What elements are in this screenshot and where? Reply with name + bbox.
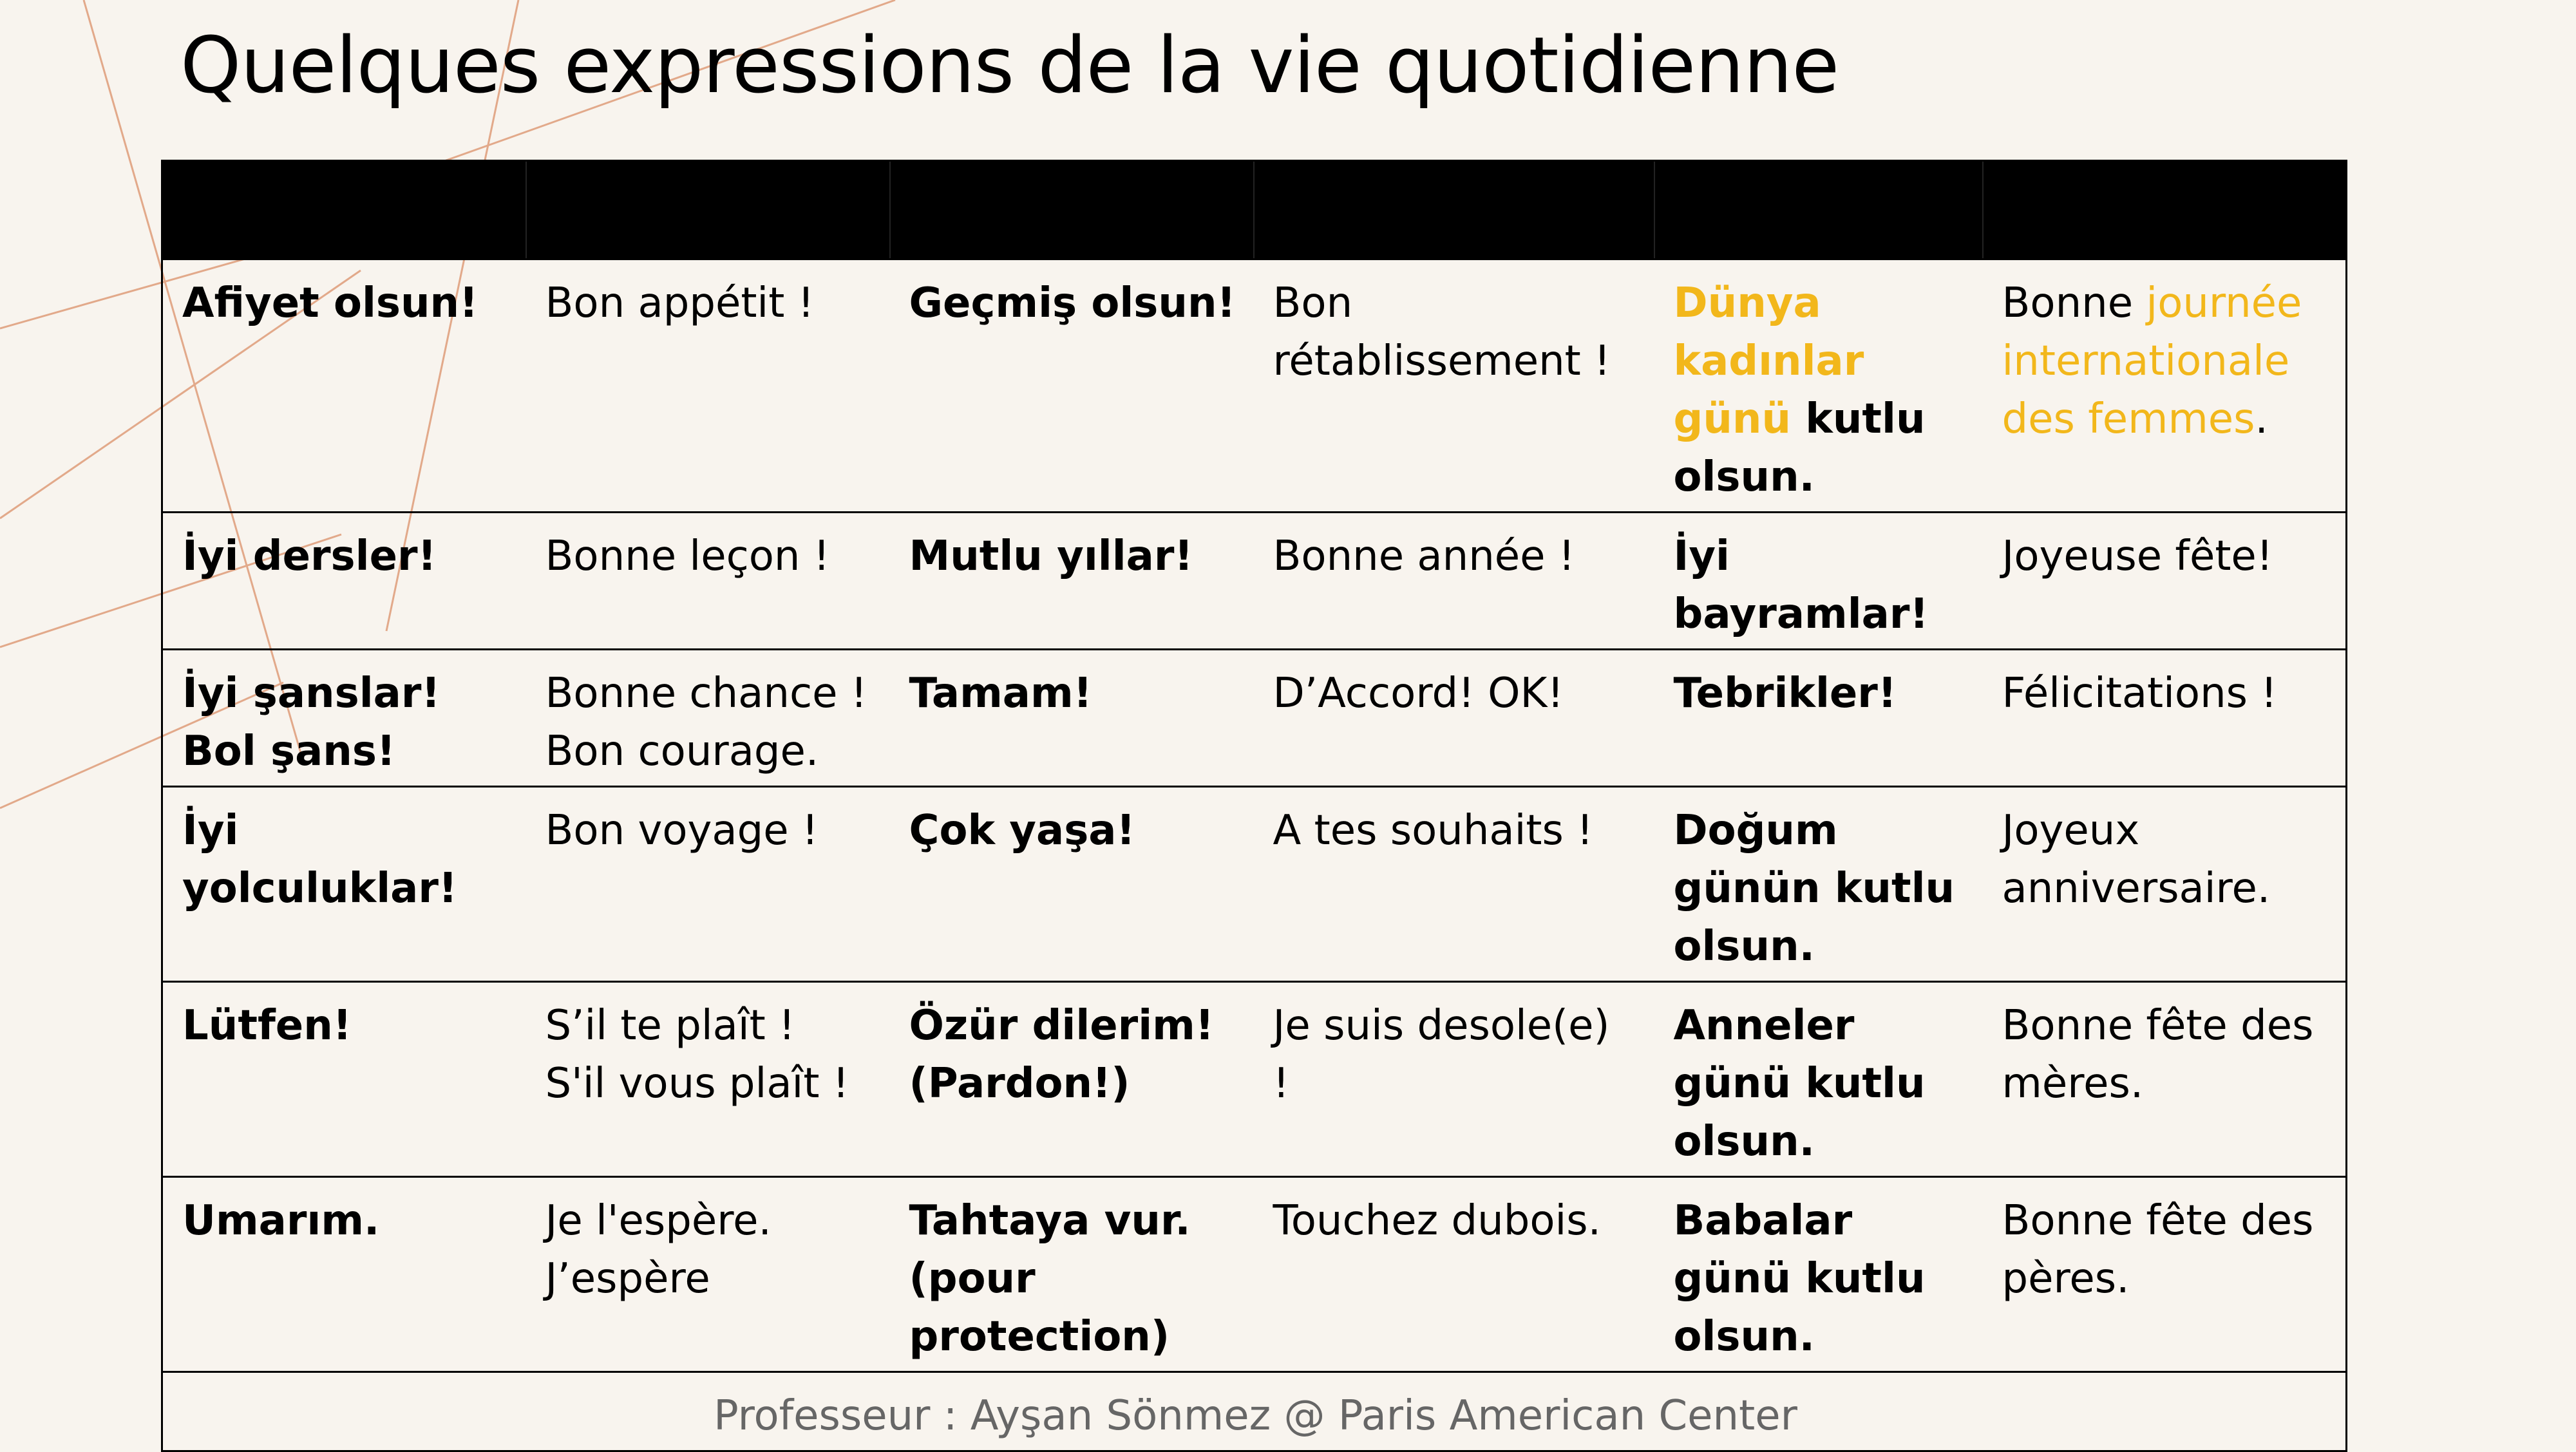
french-translation: Touchez dubois.: [1254, 1177, 1654, 1372]
turkish-expression: Lütfen!: [162, 982, 526, 1177]
french-translation: Bonne année !: [1254, 513, 1654, 650]
french-translation: Bonne fête des pères.: [1983, 1177, 2347, 1372]
page-title: Quelques expressions de la vie quotidienne: [180, 21, 1839, 111]
table-row: [162, 513, 2347, 650]
french-translation: Bon voyage !: [526, 787, 890, 982]
french-translation: Bon appétit !: [526, 259, 890, 513]
turkish-expression: [162, 650, 526, 787]
header-cell: [526, 161, 890, 259]
header-cell: [1254, 161, 1654, 259]
table-row: [162, 787, 2347, 982]
turkish-expression: [890, 982, 1254, 1177]
turkish-expression: [890, 1177, 1254, 1372]
footer-credit: Professeur : Ayşan Sönmez @ Paris American Center: [714, 1392, 1797, 1440]
plain-text: Bonne: [2002, 279, 2134, 327]
header-cell: [162, 161, 526, 259]
line: S’il te plaît !: [545, 1002, 795, 1050]
french-translation: [526, 982, 890, 1177]
turkish-expression: Mutlu yıllar!: [890, 513, 1254, 650]
plain-text: kutlu olsun.: [1673, 395, 1926, 501]
line: J’espère: [545, 1255, 710, 1303]
table-row: [162, 650, 2347, 787]
turkish-expression: Doğum günün kutlu olsun.: [1654, 787, 1983, 982]
line: Özür dilerim!: [909, 1002, 1215, 1050]
footer-cell: [162, 1372, 2347, 1451]
line: Bonne chance !: [545, 670, 867, 717]
french-translation: A tes souhaits !: [1254, 787, 1654, 982]
header-cell: [890, 161, 1254, 259]
expressions-table: [161, 160, 2347, 1452]
turkish-expression: Tamam!: [890, 650, 1254, 787]
french-translation: Joyeuse fête!: [1983, 513, 2347, 650]
turkish-expression: Babalar günü kutlu olsun.: [1654, 1177, 1983, 1372]
table-row: [162, 259, 2347, 513]
turkish-expression: [1654, 259, 1983, 513]
turkish-expression: Çok yaşa!: [890, 787, 1254, 982]
french-translation: [1983, 259, 2347, 513]
turkish-expression: İyi yolculuklar!: [162, 787, 526, 982]
table-header-row: [162, 161, 2347, 259]
french-translation: Bonne leçon !: [526, 513, 890, 650]
line: Je l'espère.: [545, 1197, 772, 1245]
turkish-expression: Geçmiş olsun!: [890, 259, 1254, 513]
french-translation: [526, 650, 890, 787]
header-cell: [1983, 161, 2347, 259]
french-translation: [526, 1177, 890, 1372]
french-translation: Bonne fête des mères.: [1983, 982, 2347, 1177]
french-translation: Je suis desole(e) !: [1254, 982, 1654, 1177]
turkish-expression: Umarım.: [162, 1177, 526, 1372]
plain-text: .: [2255, 395, 2268, 443]
turkish-expression: İyi dersler!: [162, 513, 526, 650]
line: (pour protection): [909, 1255, 1170, 1361]
line: (Pardon!): [909, 1060, 1130, 1108]
turkish-expression: Afiyet olsun!: [162, 259, 526, 513]
turkish-expression: İyi bayramlar!: [1654, 513, 1983, 650]
table-row: [162, 1177, 2347, 1372]
french-translation: Bon rétablissement !: [1254, 259, 1654, 513]
line: Tahtaya vur.: [909, 1197, 1191, 1245]
line: Bon courage.: [545, 728, 819, 775]
french-translation: Joyeux anniversaire.: [1983, 787, 2347, 982]
line: S'il vous plaît !: [545, 1060, 849, 1108]
highlighted-text: Dünya kadınlar günü: [1673, 279, 1864, 443]
highlighted-text: journée internationale des femmes: [2002, 279, 2302, 443]
footer-row: [162, 1372, 2347, 1451]
turkish-expression: Tebrikler!: [1654, 650, 1983, 787]
turkish-expression: Anneler günü kutlu olsun.: [1654, 982, 1983, 1177]
header-cell: [1654, 161, 1983, 259]
line: Bol şans!: [182, 728, 396, 775]
french-translation: D’Accord! OK!: [1254, 650, 1654, 787]
french-translation: Félicitations !: [1983, 650, 2347, 787]
table-row: [162, 982, 2347, 1177]
line: İyi şanslar!: [182, 670, 440, 717]
